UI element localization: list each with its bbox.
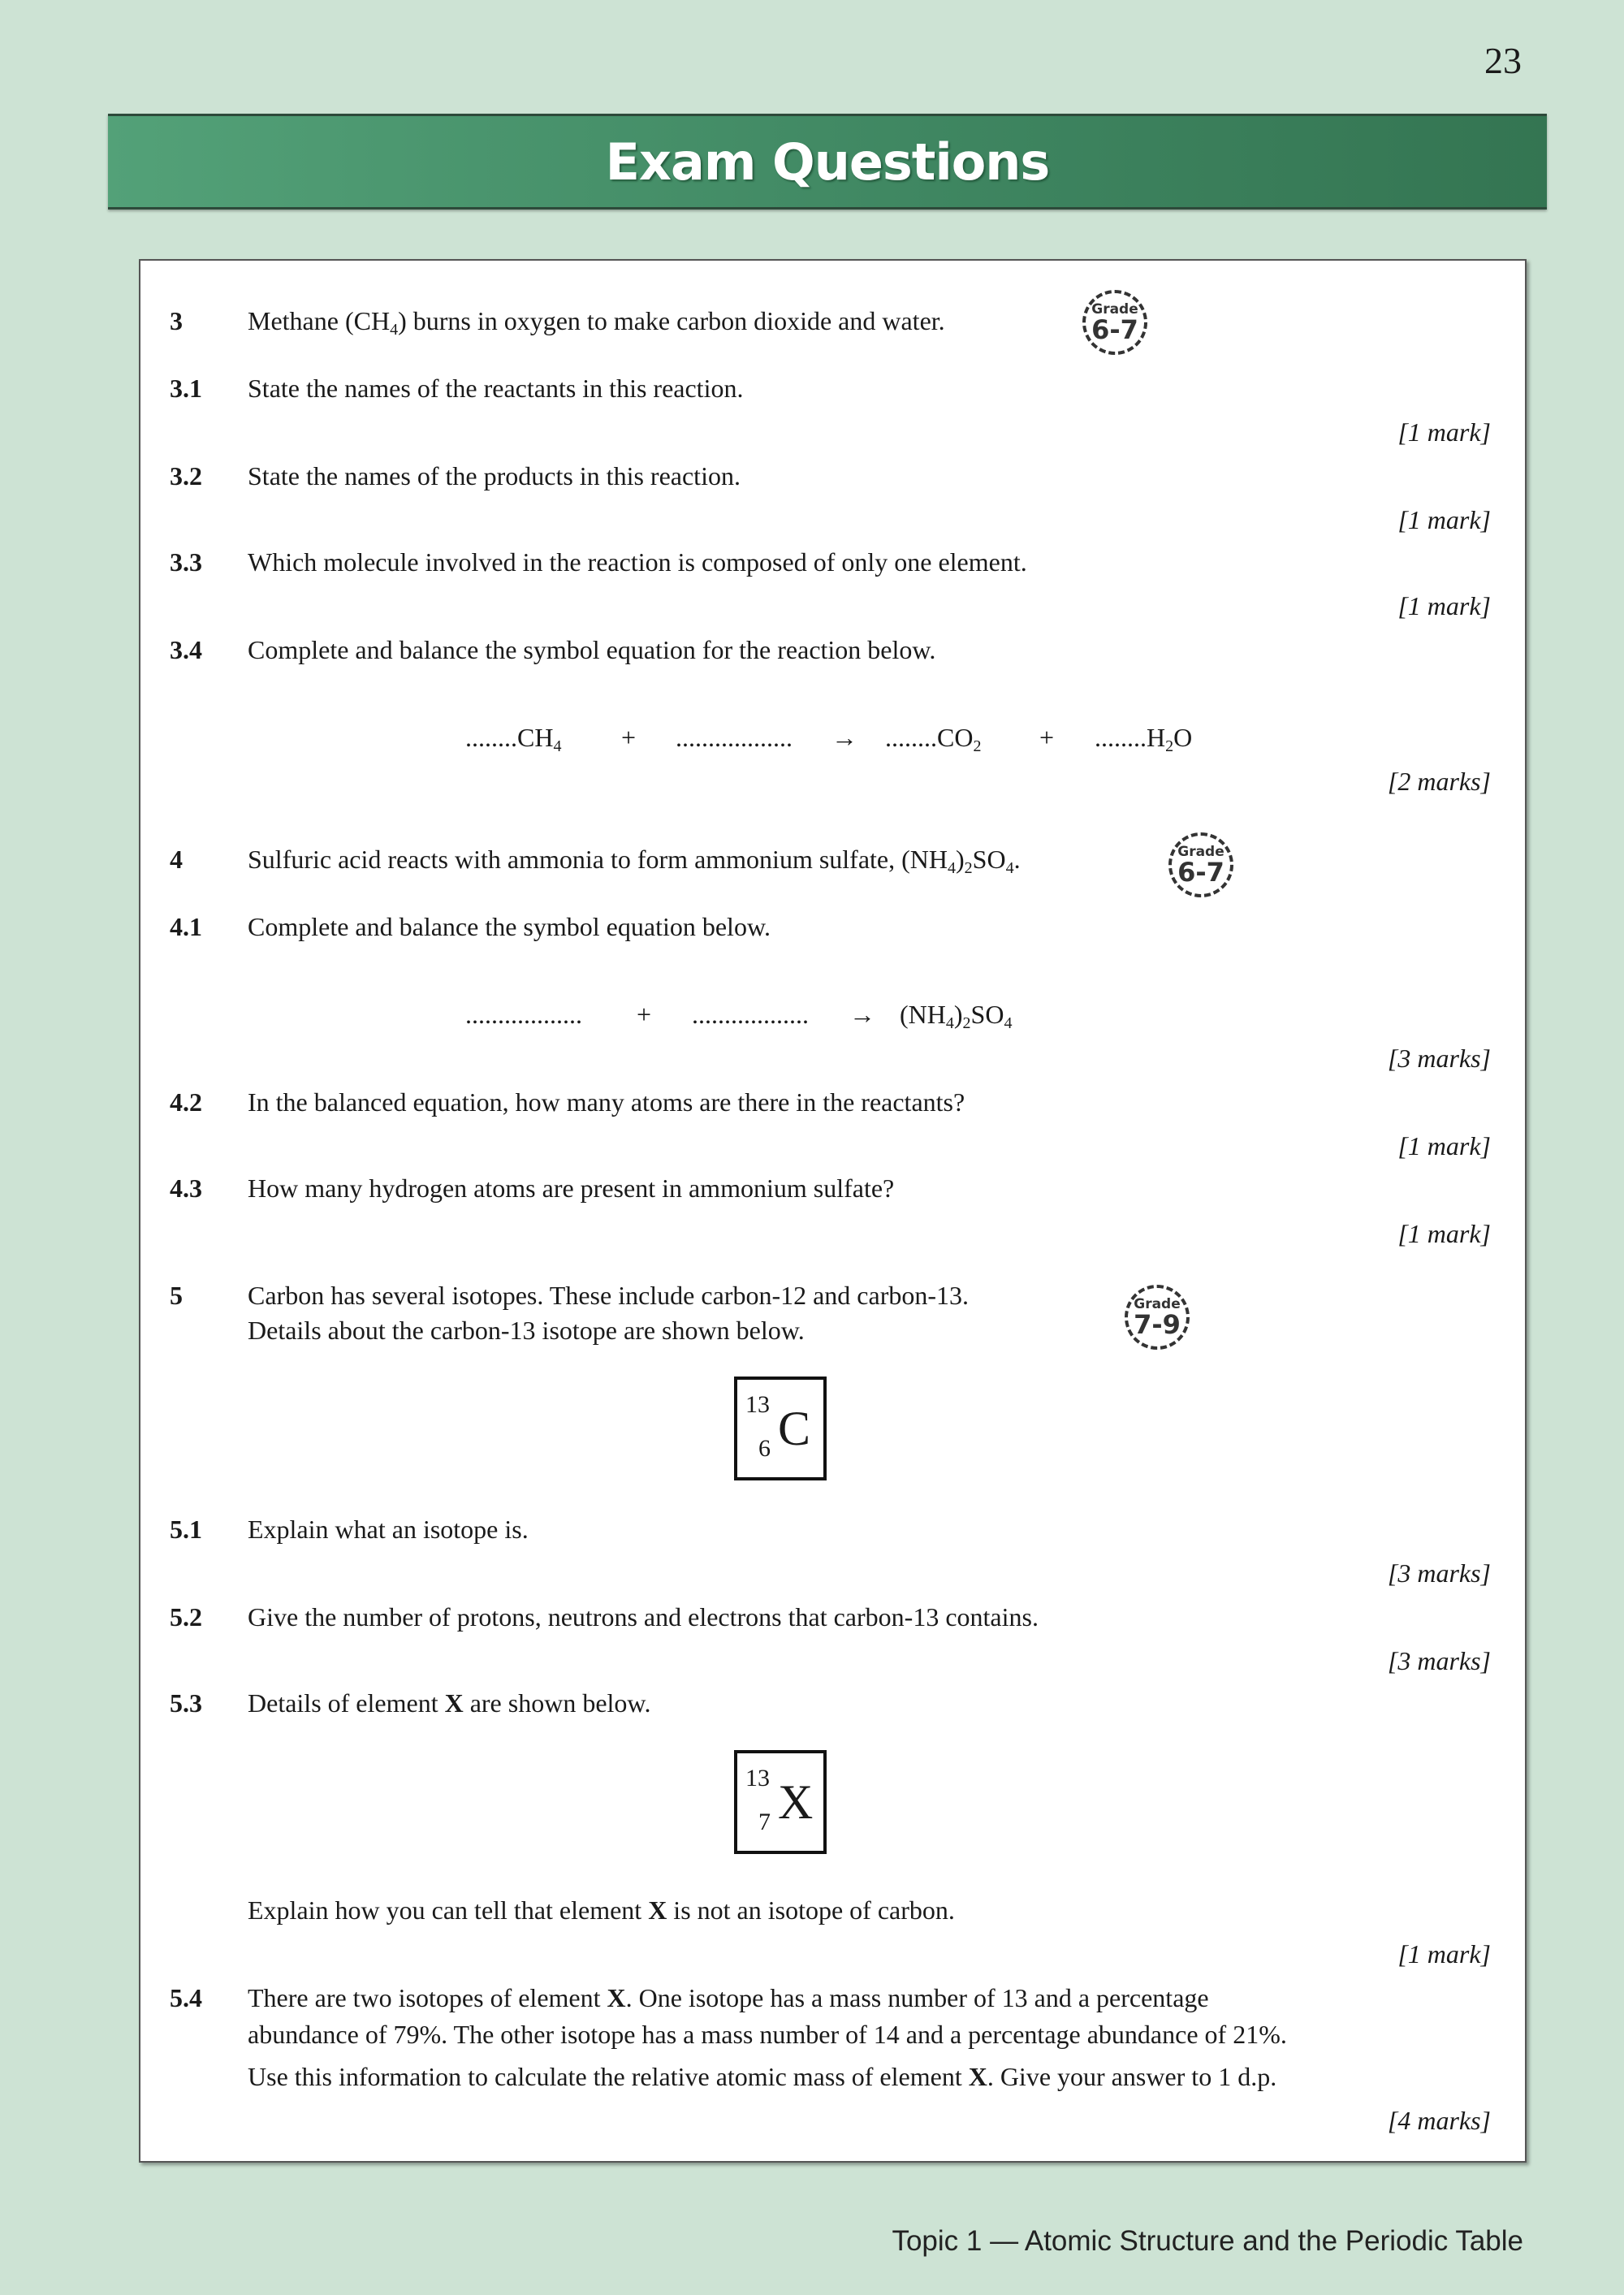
footer-topic: Topic 1 — Atomic Structure and the Periodic Table (892, 2225, 1523, 2257)
element-symbol: X (778, 1775, 814, 1829)
equation-blank: .................. (465, 1000, 582, 1029)
question-number: 5 (170, 1281, 183, 1310)
question-text: Explain what an isotope is. (248, 1515, 529, 1544)
question-number: 5.3 (170, 1688, 202, 1718)
grade-badge: Grade 7-9 (1125, 1285, 1190, 1350)
title-banner (108, 114, 1547, 210)
question-number: 4.1 (170, 912, 202, 941)
mass-number: 13 (745, 1765, 770, 1791)
equation-arrow: → (831, 723, 857, 752)
question-text: Which molecule involved in the reaction is composed of only one element. (248, 547, 1027, 577)
marks: [4 marks] (1387, 2106, 1491, 2135)
equation-plus: + (1039, 723, 1055, 752)
equation-blank: .................. (692, 1000, 809, 1029)
question-number: 5.4 (170, 1983, 202, 2012)
equation-plus: + (637, 1000, 652, 1029)
nuclide-symbol-box (734, 1377, 827, 1480)
question-text: Methane $(CH_4)$ burns in oxygen to make carbon dioxide and water. (248, 306, 945, 339)
question-number: 3 (170, 306, 183, 335)
question-number: 3.3 (170, 547, 202, 577)
question-number: 4.3 (170, 1173, 202, 1203)
questions-box (139, 259, 1527, 2163)
marks: [3 marks] (1387, 1558, 1491, 1588)
marks: [1 mark] (1397, 1219, 1491, 1248)
page-number: 23 (1484, 40, 1522, 81)
equation-term: $........CO_2$ (885, 723, 982, 755)
atomic-number: 6 (758, 1435, 771, 1462)
question-text: Complete and balance the symbol equation for the reaction below. (248, 635, 936, 664)
nuclide-symbol-box (734, 1750, 827, 1854)
question-text: abundance of 79%. The other isotope has a mass number of 14 and a percentage abundance of 21%. (248, 2020, 1287, 2049)
marks: [1 mark] (1397, 1131, 1491, 1160)
question-text: Details about the carbon-13 isotope are shown below. (248, 1316, 805, 1345)
question-number: 3.1 (170, 374, 202, 403)
question-text: Carbon has several isotopes. These include carbon-12 and carbon-13. (248, 1281, 970, 1310)
question-number: 4 (170, 845, 183, 874)
marks: [1 mark] (1397, 1939, 1491, 1969)
question-text: Explain how you can tell that element X is not an isotope of carbon. (248, 1895, 955, 1925)
question-text: How many hydrogen atoms are present in ammonium sulfate? (248, 1173, 895, 1203)
marks: [2 marks] (1387, 767, 1491, 796)
marks: [3 marks] (1387, 1646, 1491, 1675)
question-number: 4.2 (170, 1087, 202, 1117)
question-text: Use this information to calculate the relative atomic mass of element X. Give your answer to 1 d.p. (248, 2062, 1277, 2091)
question-text: In the balanced equation, how many atoms are there in the reactants? (248, 1087, 965, 1117)
equation-term: $........CH_4$ (465, 723, 562, 755)
question-text: There are two isotopes of element X. One isotope has a mass number of 13 and a percentage (248, 1983, 1209, 2012)
equation-arrow: → (849, 1000, 875, 1029)
question-text: Details of element X are shown below. (248, 1688, 651, 1718)
question-text: Give the number of protons, neutrons and electrons that carbon-13 contains. (248, 1602, 1039, 1632)
page-title: Exam Questions (605, 132, 1050, 192)
question-text: Complete and balance the symbol equation below. (248, 912, 771, 941)
equation-plus: + (621, 723, 637, 752)
marks: [1 mark] (1397, 417, 1491, 447)
marks: [1 mark] (1397, 505, 1491, 534)
question-text: Sulfuric acid reacts with ammonia to form ammonium sulfate, $(NH_4)_2SO_4$. (248, 845, 1021, 877)
marks: [1 mark] (1397, 591, 1491, 620)
equation-term: $(NH_4)_2SO_4$ (900, 1000, 1013, 1032)
mass-number: 13 (745, 1391, 770, 1418)
equation-term: $........H_2O$ (1095, 723, 1193, 755)
question-text: State the names of the products in this reaction. (248, 461, 741, 491)
question-number: 3.4 (170, 635, 202, 664)
element-symbol: C (778, 1402, 811, 1455)
question-text: State the names of the reactants in this reaction. (248, 374, 744, 403)
question-number: 5.2 (170, 1602, 202, 1632)
equation-blank: .................. (676, 723, 793, 752)
grade-badge: Grade 6-7 (1168, 832, 1233, 897)
marks: [3 marks] (1387, 1044, 1491, 1073)
question-number: 3.2 (170, 461, 202, 491)
grade-badge: Grade 6-7 (1082, 290, 1147, 355)
question-number: 5.1 (170, 1515, 202, 1544)
atomic-number: 7 (758, 1809, 771, 1835)
